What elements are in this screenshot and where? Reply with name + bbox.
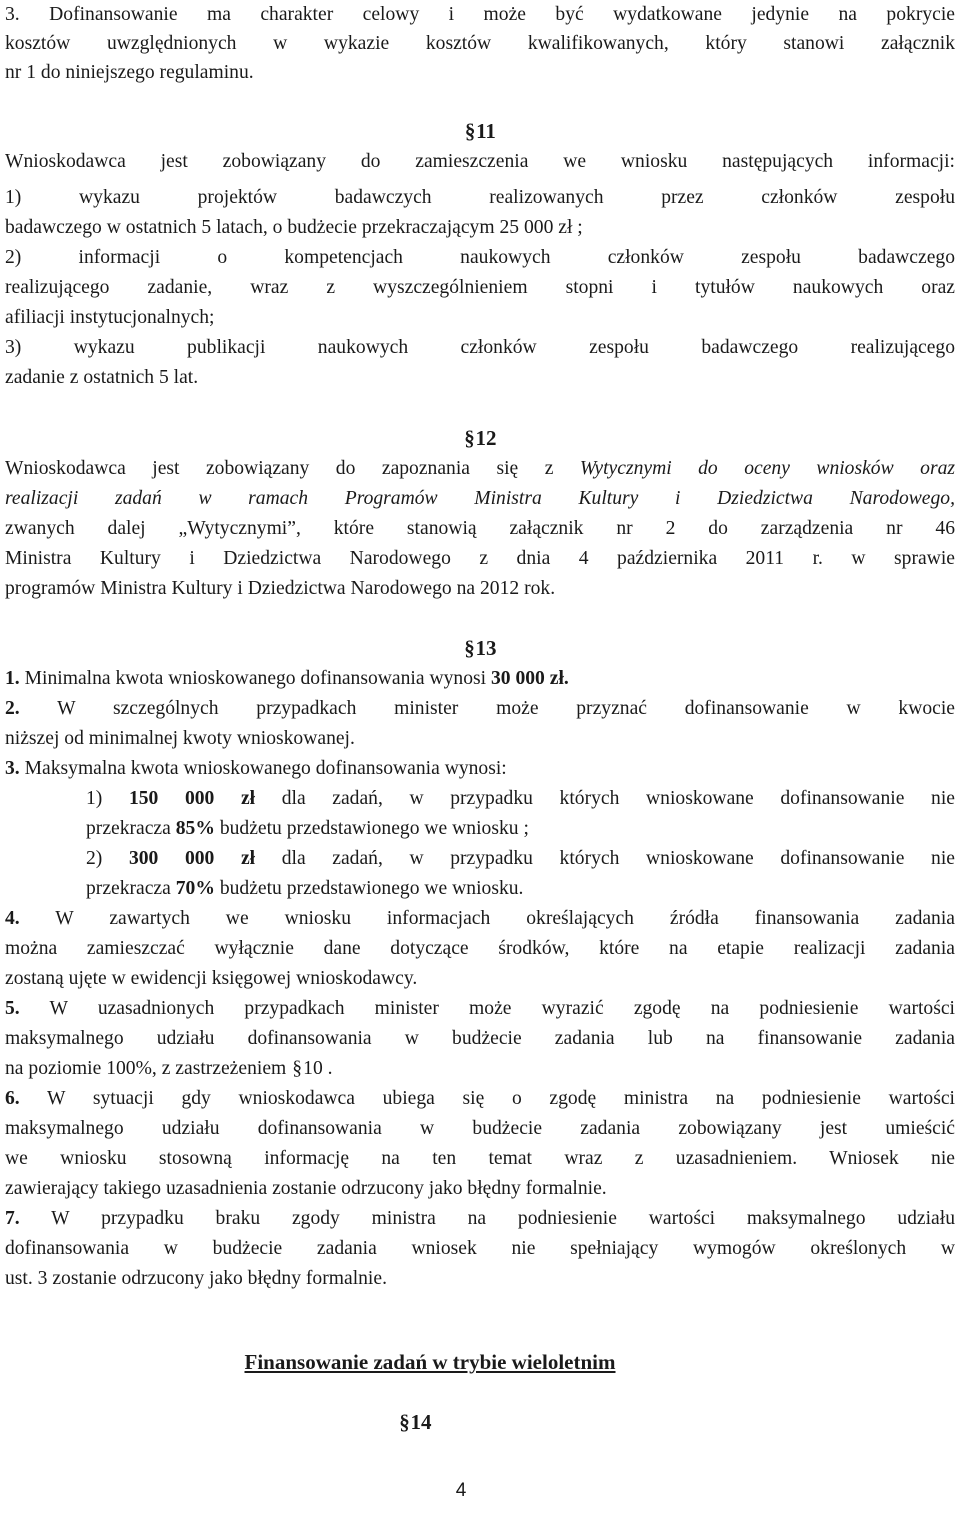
sub-point-2: 2) 300 000 zł dla zadań, w przypadku których wnioskowane dofinansowanie nie	[86, 848, 955, 869]
section-heading-11: §11	[0, 117, 960, 146]
numbered-point-3: 3. Maksymalna kwota wnioskowanego dofinansowania wynosi:	[5, 758, 507, 779]
numbered-point-5: 5. W uzasadnionych przypadkach minister może wyrazić zgodę na podniesienie wartości	[5, 998, 955, 1019]
paragraph-line: maksymalnego udziału dofinansowania w budżecie zadania lub na finansowanie zadania	[5, 1028, 955, 1049]
paragraph-line: programów Ministra Kultury i Dziedzictwa Narodowego na 2012 rok.	[5, 578, 556, 599]
paragraph-line: Ministra Kultury i Dziedzictwa Narodowego z dnia 4 października 2011 r. w sprawie	[5, 548, 955, 569]
sub-point-1: 1) 150 000 zł dla zadań, w przypadku których wnioskowane dofinansowanie nie	[86, 788, 955, 809]
paragraph-line: maksymalnego udziału dofinansowania w budżecie zadania zobowiązany jest umieścić	[5, 1118, 955, 1139]
page-number: 4	[455, 1480, 467, 1501]
paragraph-line: Wnioskodawca jest zobowiązany do zapoznania się z Wytycznymi do oceny wniosków oraz	[5, 458, 955, 479]
list-item: 1) wykazu projektów badawczych realizowanych przez członków zespołu	[5, 187, 955, 208]
paragraph-line: można zamieszczać wyłącznie dane dotyczące środków, które na etapie realizacji zadania	[5, 938, 955, 959]
list-item-continuation: afiliacji instytucjonalnych;	[5, 307, 215, 328]
list-item: 2) informacji o kompetencjach naukowych członków zespołu badawczego	[5, 247, 955, 268]
paragraph-line: zwanych dalej „Wytycznymi”, które stanowią załącznik nr 2 do zarządzenia nr 46	[5, 518, 955, 539]
paragraph-line: nr 1 do niniejszego regulaminu.	[5, 62, 254, 83]
section-heading-14: §14	[0, 1408, 830, 1437]
list-item-continuation: realizującego zadanie, wraz z wyszczególnieniem stopni i tytułów naukowych oraz	[5, 277, 955, 298]
paragraph-line: niższej od minimalnej kwoty wnioskowanej.	[5, 728, 355, 749]
paragraph-line: 3. Dofinansowanie ma charakter celowy i może być wydatkowane jedynie na pokrycie	[5, 4, 955, 25]
numbered-point-2: 2. W szczególnych przypadkach minister może przyznać dofinansowanie w kwocie	[5, 698, 955, 719]
sub-point-continuation: przekracza 85% budżetu przedstawionego we wniosku ;	[86, 818, 529, 839]
numbered-point-4: 4. W zawartych we wniosku informacjach określających źródła finansowania zadania	[5, 908, 955, 929]
numbered-point-7: 7. W przypadku braku zgody ministra na podniesienie wartości maksymalnego udziału	[5, 1208, 955, 1229]
paragraph-sign-icon: §	[292, 1058, 303, 1079]
paragraph-sign-icon: §	[399, 1410, 410, 1434]
paragraph-line: zawierający takiego uzasadnienia zostanie odrzucony jako błędny formalnie.	[5, 1178, 607, 1199]
paragraph-sign-icon: §	[464, 636, 475, 660]
paragraph-line: dofinansowania w budżecie zadania wniosek nie spełniający wymogów określonych w	[5, 1238, 955, 1259]
guidelines-title: Wytycznymi do oceny wniosków oraz	[579, 458, 955, 479]
section-heading-12: §12	[0, 424, 960, 453]
numbered-point-6: 6. W sytuacji gdy wnioskodawca ubiega się o zgodę ministra na podniesienie wartości	[5, 1088, 955, 1109]
paragraph-line: na poziomie 100%, z zastrzeżeniem §10 .	[5, 1054, 955, 1083]
section-title: Finansowanie zadań w trybie wieloletnim	[244, 1350, 616, 1374]
paragraph-sign-icon: §	[464, 426, 475, 450]
list-item-continuation: badawczego w ostatnich 5 latach, o budżecie przekraczającym 25 000 zł ;	[5, 217, 583, 238]
list-item: 3) wykazu publikacji naukowych członków zespołu badawczego realizującego	[5, 337, 955, 358]
paragraph-line: zostaną ujęte w ewidencji księgowej wnioskodawcy.	[5, 968, 418, 989]
numbered-point-1: 1. Minimalna kwota wnioskowanego dofinansowania wynosi 30 000 zł.	[5, 668, 569, 689]
section-heading-13: §13	[0, 634, 960, 663]
paragraph-line: Wnioskodawca jest zobowiązany do zamieszczenia we wniosku następujących informacji:	[5, 151, 955, 172]
paragraph-line: we wniosku stosowną informację na ten temat wraz z uzasadnieniem. Wniosek nie	[5, 1148, 955, 1169]
paragraph-line: realizacji zadań w ramach Programów Ministra Kultury i Dziedzictwa Narodowego,	[5, 488, 955, 509]
paragraph-sign-icon: §	[464, 119, 476, 143]
sub-point-continuation: przekracza 70% budżetu przedstawionego we wniosku.	[86, 878, 524, 899]
paragraph-line: kosztów uwzględnionych w wykazie kosztów kwalifikowanych, który stanowi załącznik	[5, 33, 955, 54]
list-item-continuation: zadanie z ostatnich 5 lat.	[5, 367, 199, 388]
paragraph-line: ust. 3 zostanie odrzucony jako błędny formalnie.	[5, 1268, 387, 1289]
